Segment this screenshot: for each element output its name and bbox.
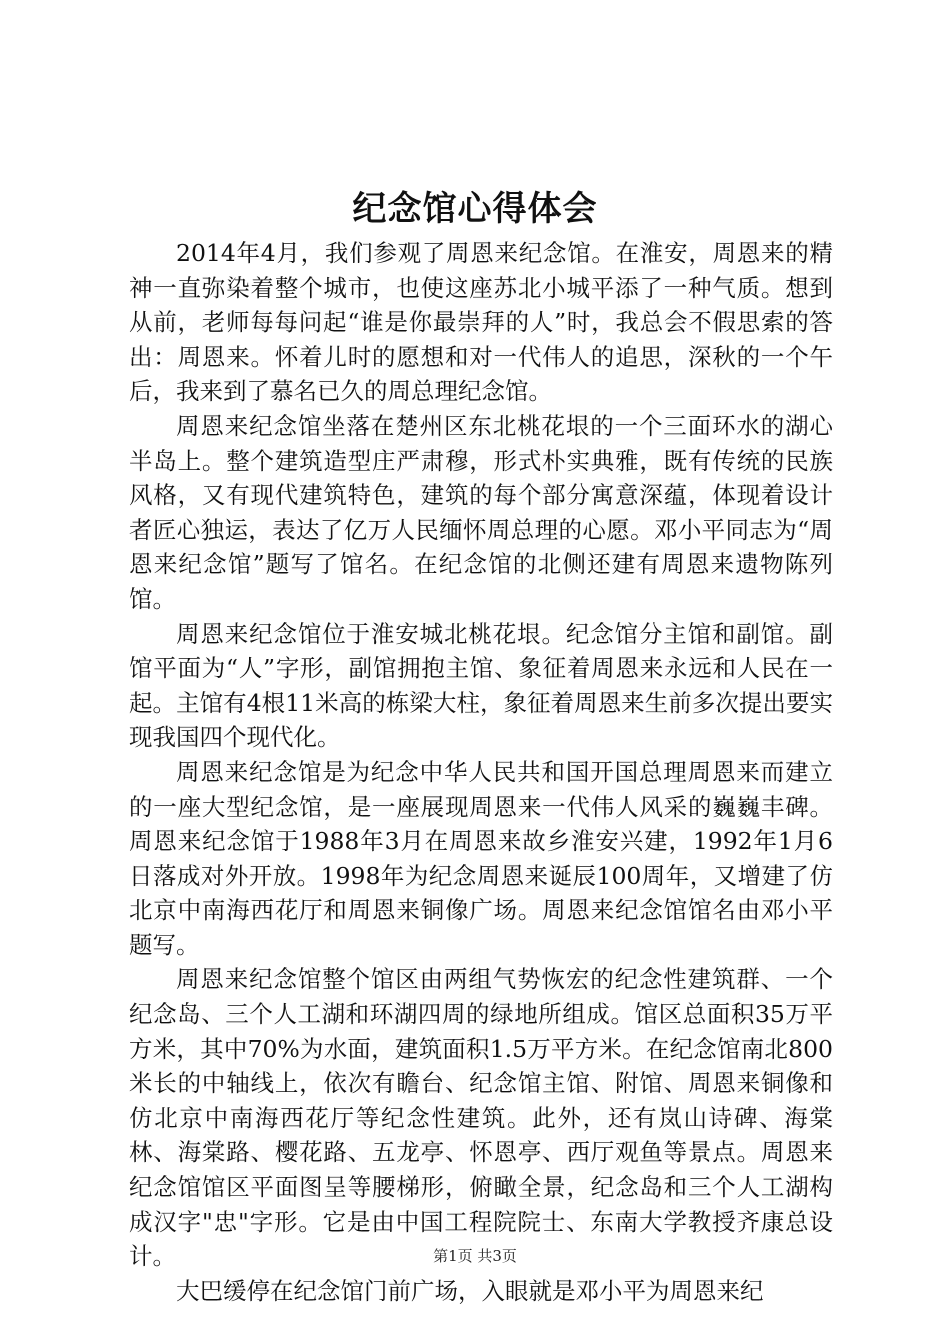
paragraph: 周恩来纪念馆位于淮安城北桃花垠。纪念馆分主馆和副馆。副馆平面为“人”字形，副馆拥抱主馆、象征着周恩来永远和人民在一起。主馆有4根11米高的栋梁大柱，象征着周恩来生前多次提出要实现我国四个现代化。	[129, 619, 833, 752]
document-body	[129, 236, 833, 1308]
document-title: 纪念馆心得体会	[352, 189, 598, 229]
paragraph: 2014年4月，我们参观了周恩来纪念馆。在淮安，周恩来的精神一直弥染着整个城市，也使这座苏北小城平添了一种气质。想到从前，老师每每问起“谁是你最崇拜的人”时，我总会不假思索的答出：周恩来。怀着儿时的愿想和对一代伟人的追思，深秋的一个午后，我来到了慕名已久的周总理纪念馆。	[129, 239, 833, 406]
paragraph: 周恩来纪念馆是为纪念中华人民共和国开国总理周恩来而建立的一座大型纪念馆，是一座展现周恩来一代伟人风采的巍巍丰碑。周恩来纪念馆于1988年3月在周恩来故乡淮安兴建，1992年1月6日落成对外开放。1998年为纪念周恩来诞辰100周年，又增建了仿北京中南海西花厅和周恩来铜像广场。周恩来纪念馆馆名由邓小平题写。	[129, 757, 833, 959]
paragraph: 周恩来纪念馆坐落在楚州区东北桃花垠的一个三面环水的湖心半岛上。整个建筑造型庄严肃穆，形式朴实典雅，既有传统的民族风格，又有现代建筑特色，建筑的每个部分寓意深蕴，体现着设计者匠心独运，表达了亿万人民缅怀周总理的心愿。邓小平同志为“周恩来纪念馆”题写了馆名。在纪念馆的北侧还建有周恩来遗物陈列馆。	[129, 411, 833, 613]
paragraph: 周恩来纪念馆整个馆区由两组气势恢宏的纪念性建筑群、一个纪念岛、三个人工湖和环湖四周的绿地所组成。馆区总面积35万平方米，其中70%为水面，建筑面积1.5万平方米。在纪念馆南北800米长的中轴线上，依次有瞻台、纪念馆主馆、附馆、周恩来铜像和仿北京中南海西花厅等纪念性建筑。此外，还有岚山诗碑、海棠林、海棠路、樱花路、五龙亭、怀恩亭、西厅观鱼等景点。周恩来纪念馆馆区平面图呈等腰梯形，俯瞰全景，纪念岛和三个人工湖构成汉字"忠"字形。它是由中国工程院院士、东南大学教授齐康总设计。	[129, 965, 833, 1271]
paragraph: 大巴缓停在纪念馆门前广场，入眼就是邓小平为周恩来纪	[176, 1276, 764, 1305]
page-number-footer: 第1页 共3页	[433, 1247, 517, 1265]
